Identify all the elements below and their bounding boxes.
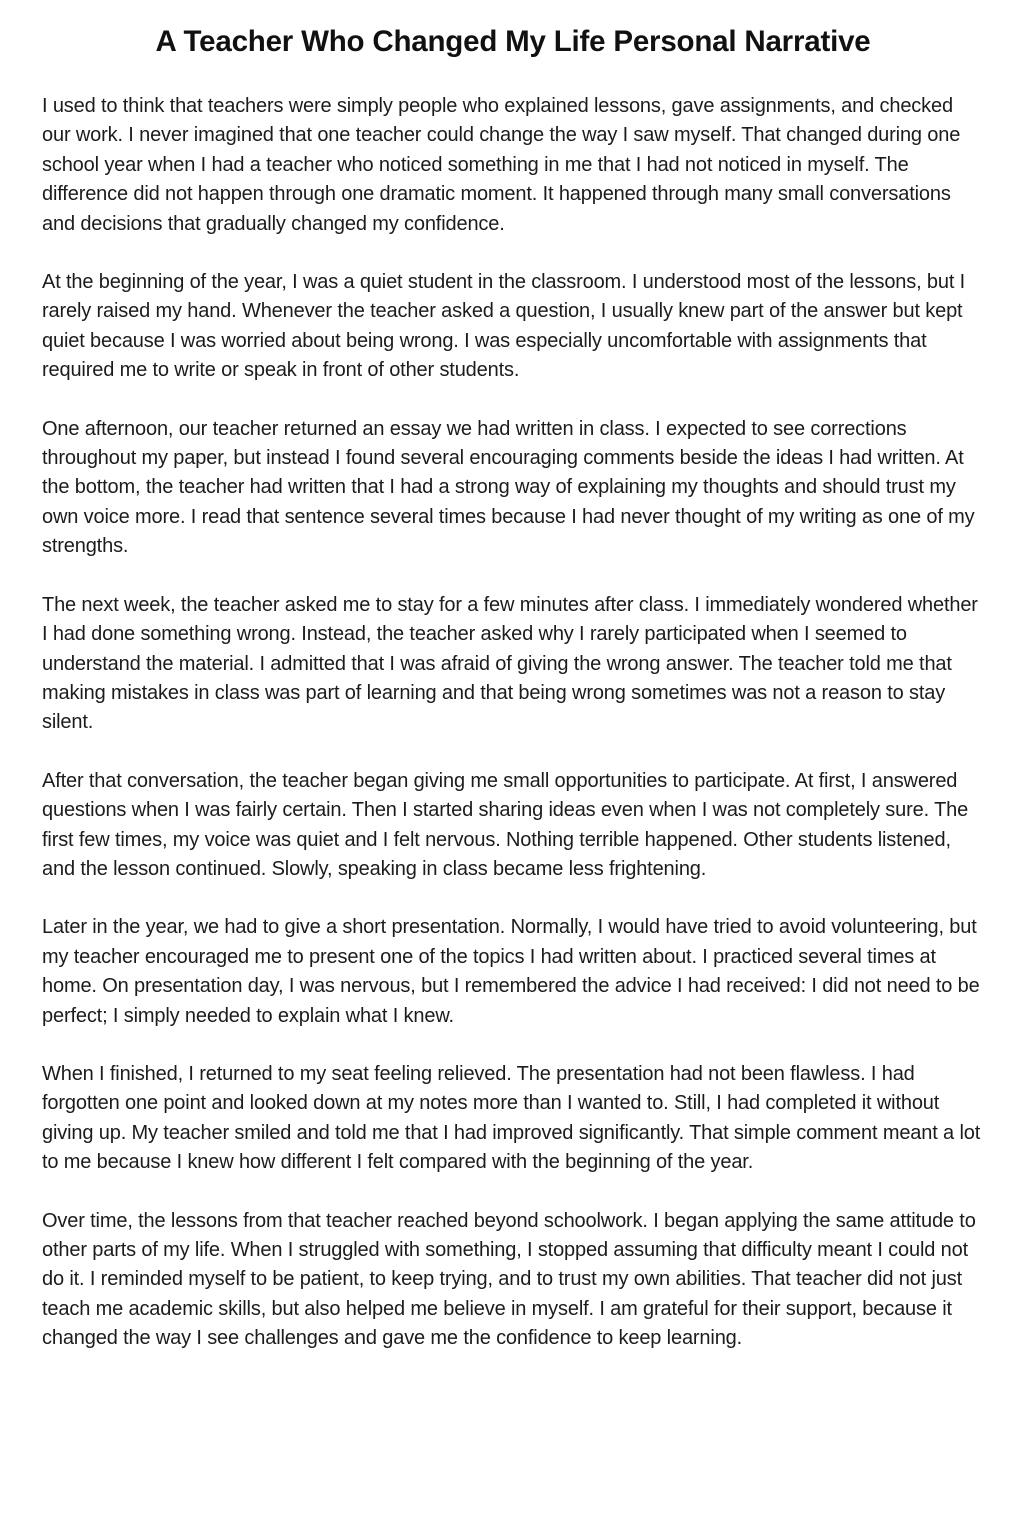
paragraph-7: When I finished, I returned to my seat feeling relieved. The presentation had not been flawless. I had forgotten one point and looked down at my notes more than I wanted to. Still, I had completed it without giving up. My teacher smiled and told me that I had improved significantly. That simple comment meant a lot to me because I knew how different I felt compared with the beginning of the year. bbox=[42, 1062, 981, 1174]
paragraph-4: The next week, the teacher asked me to stay for a few minutes after class. I immediately wondered whether I had done something wrong. Instead, the teacher asked why I rarely participated when I seemed to understand the material. I admitted that I was afraid of giving the wrong answer. The teacher told me that making mistakes in class was part of learning and that being wrong sometimes was not a reason to stay silent. bbox=[42, 593, 978, 734]
paragraph-5: After that conversation, the teacher began giving me small opportunities to participate. At first, I answered questions when I was fairly certain. Then I started sharing ideas even when I was not completely sure. The first few times, my voice was quiet and I felt nervous. Nothing terrible happened. Other students listened, and the lesson continued. Slowly, speaking in class became less frightening. bbox=[42, 769, 969, 880]
paragraph-2: At the beginning of the year, I was a quiet student in the classroom. I understood most of the lessons, but I rarely raised my hand. Whenever the teacher asked a question, I usually knew part of the answer but kept quiet because I was worried about being wrong. I was especially uncomfortable with assignments that required me to write or speak in front of other students. bbox=[42, 271, 966, 382]
paragraph-6: Later in the year, we had to give a short presentation. Normally, I would have tried to avoid volunteering, but my teacher encouraged me to present one of the topics I had written about. I practiced several times at home. On presentation day, I was nervous, but I remembered the advice I had received: I did not need to be perfect; I simply needed to explain what I knew. bbox=[42, 916, 980, 1027]
document-body bbox=[42, 92, 984, 1354]
document-title: A Teacher Who Changed My Life Personal Narrative bbox=[155, 25, 871, 58]
paragraph-1: I used to think that teachers were simply people who explained lessons, gave assignments, and checked our work. I never imagined that one teacher could change the way I saw myself. That changed during one school year when I had a teacher who noticed something in me that I had not noticed in myself. The difference did not happen through one dramatic moment. It happened through many small conversations and decisions that gradually changed my confidence. bbox=[42, 95, 961, 235]
paragraph-8: Over time, the lessons from that teacher reached beyond schoolwork. I began applying the same attitude to other parts of my life. When I struggled with something, I stopped assuming that difficulty meant I could not do it. I reminded myself to be patient, to keep trying, and to trust my own abilities. That teacher did not just teach me academic skills, but also helped me believe in myself. I am grateful for their support, because it changed the way I see challenges and gave me the confidence to keep learning. bbox=[42, 1209, 976, 1350]
paragraph-3: One afternoon, our teacher returned an essay we had written in class. I expected to see corrections throughout my paper, but instead I found several encouraging comments beside the ideas I had written. At the bottom, the teacher had written that I had a strong way of explaining my thoughts and should trust my own voice more. I read that sentence several times because I had never thought of my writing as one of my strengths. bbox=[42, 417, 975, 558]
